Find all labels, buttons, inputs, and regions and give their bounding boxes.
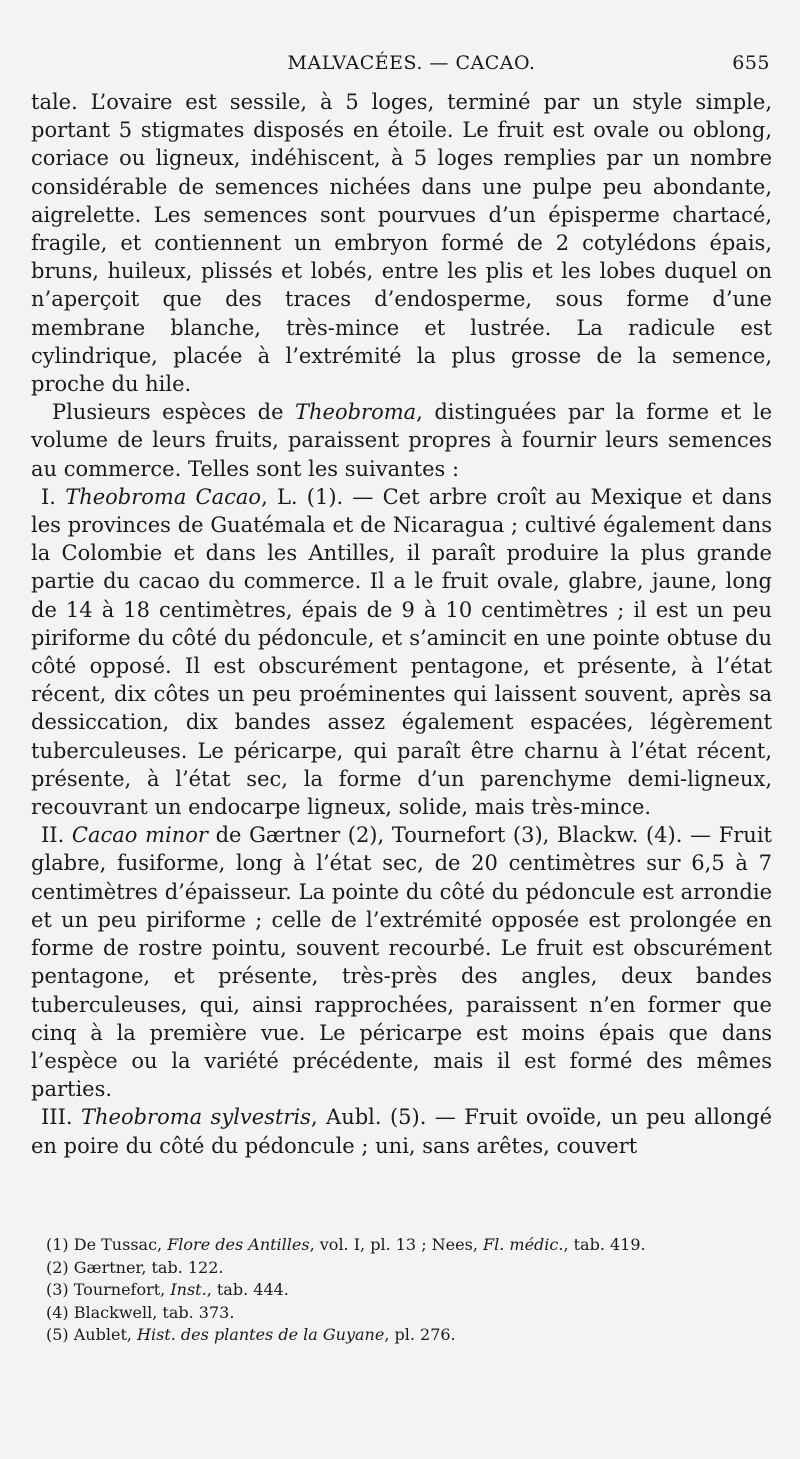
species-name: Cacao minor bbox=[71, 823, 208, 848]
genus-name: Theobroma bbox=[295, 400, 417, 425]
running-title: MALVACÉES. — CACAO. bbox=[287, 52, 536, 74]
footnote-1: (1) De Tussac, Flore des Antilles, vol. I, pl. 13 ; Nees, Fl. médic., tab. 419. bbox=[46, 1235, 646, 1254]
footnote-4: (4) Blackwell, tab. 373. bbox=[46, 1302, 235, 1322]
species-name: Theobroma Cacao bbox=[65, 484, 262, 509]
footnotes bbox=[46, 1234, 760, 1347]
page-number: 655 bbox=[732, 52, 770, 74]
footnote-2: (2) Gærtner, tab. 122. bbox=[46, 1257, 224, 1277]
paragraph-cacao-minor: II. Cacao minor de Gærtner (2), Tournefort (3), Blackw. (4). — Fruit glabre, fusiforme, long à l’état sec, de 20 centimètres sur 6,5 à 7 centimètres d’épaisseur. La pointe du côté du pédoncule est arrondie et un peu piriforme ; celle de l’extrémité opposée est prolongée en forme de rostre pointu, souvent recourbé. Le fruit est obscurément pentagone, et présente, très-près des angles, deux bandes tuberculeuses, qui, ainsi rapprochées, paraissent n’en former que cinq à la première vue. Le péricarpe est moins épais que dans l’espèce ou la variété précédente, mais il est formé des mêmes parties. bbox=[31, 823, 772, 1102]
paragraph-theobroma-cacao: I. Theobroma Cacao, L. (1). — Cet arbre croît au Mexique et dans les provinces de Guatémala et de Nicaragua ; cultivé également dans la Colombie et dans les Antilles, il paraît produire la plus grande partie du cacao du commerce. Il a le fruit ovale, glabre, jaune, long de 14 à 18 centimètres, épais de 9 à 10 centimètres ; il est un peu piriforme du côté du pédoncule, et s’amincit en une pointe obtuse du côté opposé. Il est obscurément pentagone, et présente, à l’état récent, dix côtes un peu proéminentes qui laissent souvent, après sa dessiccation, dix bandes assez également espacées, légèrement tuberculeuses. Le péricarpe, qui paraît être charnu à l’état récent, présente, à l’état sec, la forme d’un parenchyme demi-ligneux, recouvrant un endocarpe ligneux, solide, mais très-mince. bbox=[31, 484, 772, 820]
species-name: Theobroma sylvestris bbox=[80, 1105, 311, 1130]
running-head bbox=[31, 52, 772, 78]
footnote-5: (5) Aublet, Hist. des plantes de la Guyane, pl. 276. bbox=[46, 1325, 456, 1345]
paragraph-ovary: tale. L’ovaire est sessile, à 5 loges, terminé par un style simple, portant 5 stigmates disposés en étoile. Le fruit est ovale ou oblong, coriace ou ligneux, indéhiscent, à 5 loges remplies par un nombre considérable de semences nichées dans une pulpe peu abondante, aigrelette. Les semences sont pourvues d’un épisperme chartacé, fragile, et contiennent un embryon formé de 2 cotylédons épais, bruns, huileux, plissés et lobés, entre les plis et les lobes duquel on n’aperçoit que des traces d’endosperme, sous forme d’une membrane blanche, très-mince et lustrée. La radicule est cylindrique, placée à l’extrémité la plus grosse de la semence, proche du hile. bbox=[31, 90, 772, 397]
paragraph-theobroma-sylvestris: III. Theobroma sylvestris, Aubl. (5). — Fruit ovoïde, un peu allongé en poire du côté du pédoncule ; uni, sans arêtes, couvert bbox=[31, 1105, 772, 1158]
body-text bbox=[31, 88, 772, 1160]
paragraph-species-intro: Plusieurs espèces de Theobroma, distinguées par la forme et le volume de leurs fruits, paraissent propres à fournir leurs semences au commerce. Telles sont les suivantes : bbox=[31, 400, 772, 481]
footnote-3: (3) Tournefort, Inst., tab. 444. bbox=[46, 1280, 289, 1300]
